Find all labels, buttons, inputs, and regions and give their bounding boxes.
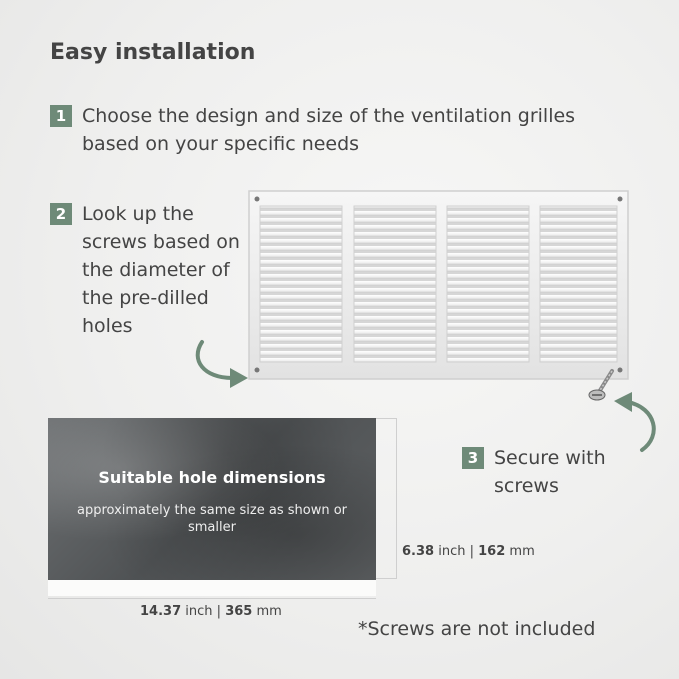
height-dimension bbox=[402, 544, 535, 559]
width-mm-value: 365 bbox=[225, 604, 253, 619]
height-guide-top bbox=[376, 418, 397, 419]
step-2 bbox=[50, 200, 250, 340]
height-inch-unit: inch bbox=[438, 544, 466, 559]
height-guide-bottom bbox=[376, 578, 397, 579]
hole-title: Suitable hole dimensions bbox=[98, 468, 326, 487]
height-inch-value: 6.38 bbox=[402, 544, 435, 559]
width-mm-unit: mm bbox=[256, 604, 282, 619]
hole-dimensions-card bbox=[48, 418, 376, 584]
step-1-badge: 1 bbox=[50, 105, 72, 127]
curved-arrow-icon bbox=[188, 338, 252, 388]
step-3-text: Secure with screws bbox=[494, 447, 606, 497]
hole-subtitle: approximately the same size as shown or smaller bbox=[76, 503, 348, 535]
width-guide-line bbox=[48, 598, 376, 599]
step-2-text: Look up the screws based on the diameter of the pre-dilled holes bbox=[82, 203, 240, 337]
width-dimension bbox=[140, 604, 282, 619]
width-inch-unit: inch bbox=[185, 604, 213, 619]
curved-arrow-icon bbox=[612, 388, 668, 454]
step-3-badge: 3 bbox=[462, 447, 484, 469]
height-guide-line bbox=[396, 418, 397, 578]
step-2-badge: 2 bbox=[50, 203, 72, 225]
step-1 bbox=[50, 102, 610, 158]
screws-not-included-note: *Screws are not included bbox=[358, 618, 596, 640]
height-mm-value: 162 bbox=[478, 544, 506, 559]
step-1-text: Choose the design and size of the ventilation grilles based on your specific needs bbox=[82, 105, 576, 155]
width-inch-value: 14.37 bbox=[140, 604, 182, 619]
ventilation-grille-image bbox=[248, 190, 629, 380]
height-mm-unit: mm bbox=[509, 544, 535, 559]
width-separator: | bbox=[216, 604, 222, 619]
hole-strip bbox=[48, 580, 376, 596]
page-title: Easy installation bbox=[50, 40, 256, 65]
height-separator: | bbox=[469, 544, 474, 559]
